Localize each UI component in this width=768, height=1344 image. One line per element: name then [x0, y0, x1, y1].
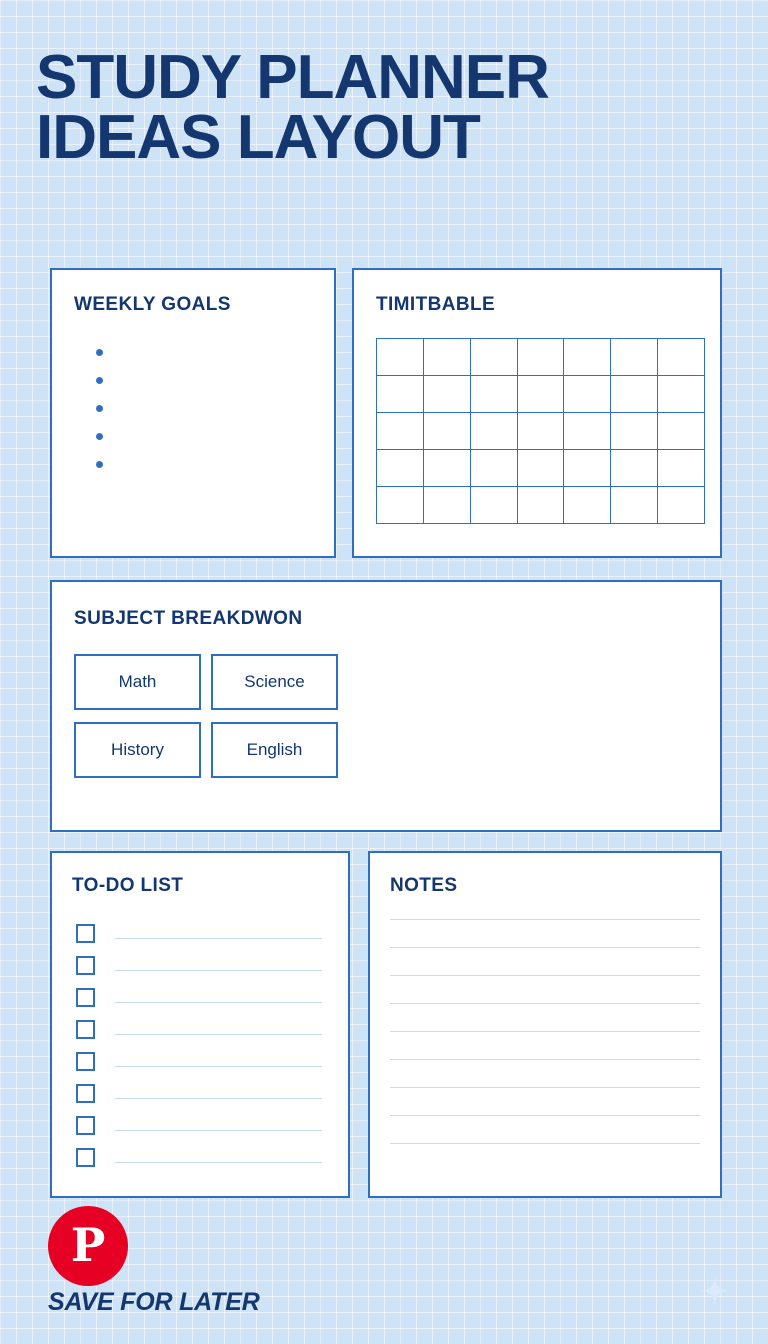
weekly-goal-bullet — [96, 454, 312, 482]
weekly-goal-bullet — [96, 342, 312, 370]
todo-row — [72, 981, 328, 1013]
timetable-cell[interactable] — [658, 413, 705, 450]
weekly-goals-bullets — [96, 342, 312, 482]
todo-write-line[interactable] — [115, 1130, 322, 1131]
timetable-cell[interactable] — [377, 376, 424, 413]
weekly-goal-bullet — [96, 370, 312, 398]
timetable-card — [352, 268, 722, 558]
timetable-cell[interactable] — [658, 339, 705, 376]
timetable-cell[interactable] — [518, 413, 565, 450]
timetable-cell[interactable] — [424, 450, 471, 487]
timetable-cell[interactable] — [564, 376, 611, 413]
timetable-cell[interactable] — [377, 339, 424, 376]
note-write-line[interactable] — [390, 1115, 700, 1116]
subject-breakdown-card — [50, 580, 722, 832]
timetable-cell[interactable] — [611, 413, 658, 450]
todo-write-line[interactable] — [115, 1066, 322, 1067]
timetable-cell[interactable] — [611, 450, 658, 487]
timetable-cell[interactable] — [564, 487, 611, 524]
note-write-line[interactable] — [390, 1087, 700, 1088]
note-write-line[interactable] — [390, 1031, 700, 1032]
weekly-goal-bullet — [96, 426, 312, 454]
timetable-cell[interactable] — [377, 413, 424, 450]
timetable-cell[interactable] — [424, 487, 471, 524]
todo-write-line[interactable] — [115, 938, 322, 939]
subject-breakdown-title: SUBJECT BREAKDWON — [74, 608, 303, 629]
timetable-cell[interactable] — [471, 339, 518, 376]
note-write-line[interactable] — [390, 919, 700, 920]
note-write-line[interactable] — [390, 1143, 700, 1144]
timetable-cell[interactable] — [424, 413, 471, 450]
subject-chip[interactable]: English — [211, 722, 338, 778]
todo-rows — [72, 917, 328, 1173]
timetable-cell[interactable] — [611, 487, 658, 524]
timetable-cell[interactable] — [518, 339, 565, 376]
timetable-cell[interactable] — [518, 450, 565, 487]
todo-write-line[interactable] — [115, 1002, 322, 1003]
notes-lines — [390, 919, 700, 1144]
pinterest-icon: P — [70, 1218, 106, 1272]
sparkle-icon — [700, 1276, 730, 1306]
todo-row — [72, 1109, 328, 1141]
note-write-line[interactable] — [390, 947, 700, 948]
todo-checkbox[interactable] — [76, 1148, 95, 1167]
timetable-cell[interactable] — [658, 376, 705, 413]
timetable-cell[interactable] — [471, 376, 518, 413]
timetable-cell[interactable] — [424, 339, 471, 376]
todo-row — [72, 1045, 328, 1077]
timetable-cell[interactable] — [471, 487, 518, 524]
todo-list-title: TO-DO LIST — [72, 875, 184, 896]
save-for-later-label: SAVE FOR LATER — [48, 1288, 260, 1316]
todo-row — [72, 917, 328, 949]
todo-checkbox[interactable] — [76, 1020, 95, 1039]
page-title — [36, 43, 736, 173]
timetable-cell[interactable] — [611, 339, 658, 376]
todo-row — [72, 1141, 328, 1173]
timetable-cell[interactable] — [377, 487, 424, 524]
todo-write-line[interactable] — [115, 1034, 322, 1035]
todo-row — [72, 949, 328, 981]
timetable-grid — [376, 338, 705, 524]
subject-chip[interactable]: Science — [211, 654, 338, 710]
notes-title: NOTES — [390, 875, 458, 896]
timetable-cell[interactable] — [471, 450, 518, 487]
weekly-goals-card — [50, 268, 336, 558]
todo-checkbox[interactable] — [76, 956, 95, 975]
weekly-goals-title: WEEKLY GOALS — [74, 294, 231, 315]
todo-write-line[interactable] — [115, 1162, 322, 1163]
notes-card — [368, 851, 722, 1198]
timetable-cell[interactable] — [518, 376, 565, 413]
timetable-cell[interactable] — [658, 487, 705, 524]
title-line-2: IDEAS LAYOUT — [36, 103, 480, 173]
todo-row — [72, 1077, 328, 1109]
todo-checkbox[interactable] — [76, 1084, 95, 1103]
timetable-cell[interactable] — [564, 450, 611, 487]
todo-checkbox[interactable] — [76, 988, 95, 1007]
todo-list-card — [50, 851, 350, 1198]
timetable-cell[interactable] — [377, 450, 424, 487]
timetable-cell[interactable] — [424, 376, 471, 413]
todo-checkbox[interactable] — [76, 1052, 95, 1071]
todo-checkbox[interactable] — [76, 1116, 95, 1135]
timetable-title: TIMITBABLE — [376, 294, 496, 315]
timetable-cell[interactable] — [518, 487, 565, 524]
pinterest-badge[interactable] — [48, 1206, 128, 1286]
note-write-line[interactable] — [390, 1003, 700, 1004]
todo-row — [72, 1013, 328, 1045]
subject-chip[interactable]: History — [74, 722, 201, 778]
subject-chip-grid — [74, 654, 698, 778]
note-write-line[interactable] — [390, 1059, 700, 1060]
todo-write-line[interactable] — [115, 970, 322, 971]
timetable-cell[interactable] — [564, 339, 611, 376]
subject-chip[interactable]: Math — [74, 654, 201, 710]
todo-write-line[interactable] — [115, 1098, 322, 1099]
todo-checkbox[interactable] — [76, 924, 95, 943]
timetable-cell[interactable] — [611, 376, 658, 413]
timetable-cell[interactable] — [471, 413, 518, 450]
timetable-cell[interactable] — [658, 450, 705, 487]
title-line-1: STUDY PLANNER — [36, 43, 549, 112]
weekly-goal-bullet — [96, 398, 312, 426]
note-write-line[interactable] — [390, 975, 700, 976]
timetable-cell[interactable] — [564, 413, 611, 450]
